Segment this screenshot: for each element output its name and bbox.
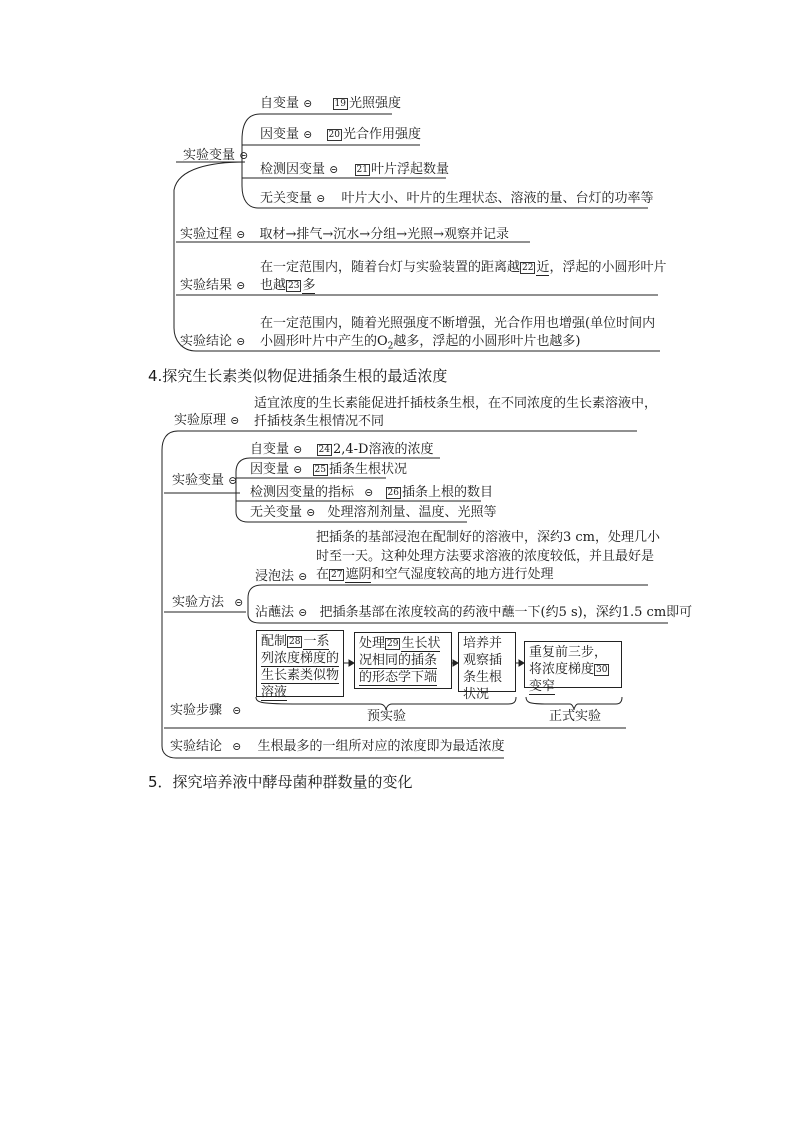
branch-marker-icon: ⊝ <box>236 279 246 292</box>
measured-variable-label: 检测因变量 <box>260 162 326 177</box>
branch-marker-icon: ⊝ <box>303 97 313 110</box>
result-text-part: 也越 <box>260 278 287 293</box>
answer-number-30: 30 <box>596 665 608 675</box>
experiment-variables-label: 实验变量 <box>183 148 236 163</box>
branch-marker-icon: ⊝ <box>306 506 316 519</box>
map3-result-line-2 <box>260 278 315 294</box>
experiment-conclusion-label: 实验结论 <box>170 739 223 754</box>
principle-label-row <box>174 413 239 429</box>
step-text-part: 配制 <box>261 634 288 649</box>
measured-index-label: 检测因变量的指标 <box>250 485 355 500</box>
irrelevant-variable-label: 无关变量 <box>250 505 303 520</box>
branch-marker-icon: ⊝ <box>228 474 238 487</box>
measured-index-value: 插条上根的数目 <box>401 485 493 500</box>
step-answer-text: 变窄 <box>529 679 556 694</box>
experiment-conclusion-label: 实验结论 <box>180 334 233 349</box>
answer-number-23: 23 <box>288 281 300 291</box>
branch-marker-icon: ⊝ <box>236 335 246 348</box>
result-text-part: ，浮起的小圆形叶片 <box>549 260 667 275</box>
experiment-steps-label: 实验步骤 <box>170 703 223 718</box>
map3-result-line-1 <box>260 260 667 276</box>
answer-number-28: 28 <box>289 637 301 647</box>
answer-number-20: 20 <box>328 130 340 140</box>
step-box-prepare <box>256 630 344 700</box>
answer-number-26: 26 <box>387 488 399 498</box>
soak-text-part: 在 <box>316 567 330 582</box>
soak-method-label: 浸泡法 <box>255 569 295 584</box>
step-text: 培养并观察插条生根状况 <box>463 636 503 702</box>
branch-marker-icon: ⊝ <box>298 606 308 619</box>
branch-marker-icon: ⊝ <box>329 163 339 176</box>
map3-variables-label-row <box>183 148 248 164</box>
soak-line-2: 时至一天。这种处理方法要求溶液的浓度较低，并且最好是 <box>316 549 655 564</box>
independent-variable-value: 2,4-D溶液的浓度 <box>332 442 434 457</box>
step-box-treat <box>354 632 452 689</box>
experiment-conclusion-value: 生根最多的一组所对应的浓度即为最适浓度 <box>257 739 505 754</box>
experiment-result-label: 实验结果 <box>180 278 233 293</box>
independent-variable-label: 自变量 <box>260 96 300 111</box>
principle-line-1: 适宜浓度的生长素能促进扦插枝条生根，在不同浓度的生长素溶液中， <box>254 396 658 411</box>
s4-independent-variable-row <box>250 442 433 458</box>
soak-line-3 <box>316 567 554 583</box>
independent-variable-label: 自变量 <box>250 442 290 457</box>
map3-result-label-row <box>180 278 245 294</box>
experiment-principle-label: 实验原理 <box>174 413 227 428</box>
map3-dependent-variable-row <box>260 127 421 143</box>
branch-marker-icon: ⊝ <box>316 192 326 205</box>
irrelevant-variable-value: 处理溶剂剂量、温度、光照等 <box>327 505 497 520</box>
s4-conclusion-row <box>170 739 505 755</box>
experiment-process-label: 实验过程 <box>180 227 233 242</box>
section-4-title: 4.探究生长素类似物促进插条生根的最适浓度 <box>148 367 448 385</box>
soak-line-1: 把插条的基部浸泡在配制好的溶液中，深约3 cm，处理几小 <box>316 530 661 545</box>
dip-method-label: 沾蘸法 <box>255 605 295 620</box>
map3-conclusion-line-1: 在一定范围内，随着光照强度不断增强，光合作用也增强(单位时间内 <box>260 316 656 331</box>
branch-marker-icon: ⊝ <box>293 443 303 456</box>
map3-conclusion-line-2 <box>260 334 580 355</box>
step-text-part: 处理 <box>359 636 386 651</box>
dependent-variable-value: 插条生根状况 <box>328 462 407 477</box>
answer-number-19: 19 <box>334 99 346 109</box>
section-5-title: 5．探究培养液中酵母菌种群数量的变化 <box>148 773 413 791</box>
answer-number-24: 24 <box>318 445 330 455</box>
dip-method-value: 把插条基部在浓度较高的药液中蘸一下(约5 s)，深约1.5 cm即可 <box>319 605 693 620</box>
dependent-variable-label: 因变量 <box>260 127 300 142</box>
answer-number-29: 29 <box>387 639 399 649</box>
dependent-variable-value: 光合作用强度 <box>342 127 421 142</box>
branch-marker-icon: ⊝ <box>230 414 240 427</box>
irrelevant-variable-label: 无关变量 <box>260 191 313 206</box>
map3-irrelevant-variable-row <box>260 191 654 207</box>
step-text-part: 重复前三步，将浓度梯度 <box>529 645 608 677</box>
experiment-method-label: 实验方法 <box>172 595 225 610</box>
independent-variable-value: 光照强度 <box>348 96 401 111</box>
step-answer-text: 一系列浓度梯度的生长素类似物溶液 <box>261 634 340 700</box>
soak-label-row <box>255 569 307 585</box>
branch-marker-icon: ⊝ <box>293 463 303 476</box>
answer-number-27: 27 <box>331 570 343 580</box>
step-box-culture <box>458 632 516 702</box>
dip-row <box>255 605 692 621</box>
map3-independent-variable-row <box>260 96 401 112</box>
s4-dependent-variable-row <box>250 462 407 478</box>
soak-answer-shade: 遮阴 <box>345 567 372 582</box>
pre-experiment-label: 预实验 <box>367 709 407 724</box>
dependent-variable-label: 因变量 <box>250 462 290 477</box>
experiment-variables-label: 实验变量 <box>172 473 225 488</box>
measured-variable-value: 叶片浮起数量 <box>370 162 449 177</box>
o2-subscript: 2 <box>387 341 394 352</box>
step-answer-text: 生长状况相同的插条的形态学下端 <box>359 636 441 685</box>
result-answer-more: 多 <box>302 278 316 293</box>
experiment-process-value: 取材→排气→沉水→分组→光照→观察并记录 <box>259 227 509 242</box>
branch-marker-icon: ⊝ <box>298 570 308 583</box>
map3-conclusion-label-row <box>180 334 245 350</box>
branch-marker-icon: ⊝ <box>232 740 242 753</box>
s4-variables-label-row <box>172 473 237 489</box>
result-text-part: 在一定范围内，随着台灯与实验装置的距离越 <box>260 260 521 275</box>
irrelevant-variable-value: 叶片大小、叶片的生理状态、溶液的量、台灯的功率等 <box>341 191 654 206</box>
answer-number-21: 21 <box>356 165 368 175</box>
answer-number-22: 22 <box>522 263 534 273</box>
branch-marker-icon: ⊝ <box>239 149 249 162</box>
step-box-repeat <box>524 641 622 694</box>
steps-label-row <box>170 703 241 719</box>
branch-marker-icon: ⊝ <box>234 596 244 609</box>
method-label-row <box>172 595 243 611</box>
map3-process-row <box>180 227 509 243</box>
answer-number-25: 25 <box>314 465 326 475</box>
map3-measured-variable-row <box>260 162 449 178</box>
branch-marker-icon: ⊝ <box>303 128 313 141</box>
conclusion-text-part: 小圆形叶片中产生的O <box>260 334 388 349</box>
branch-marker-icon: ⊝ <box>364 486 374 499</box>
branch-marker-icon: ⊝ <box>236 228 246 241</box>
soak-text-part: 和空气湿度较高的地方进行处理 <box>371 567 554 582</box>
s4-measured-index-row <box>250 485 493 501</box>
s4-irrelevant-variable-row <box>250 505 497 521</box>
result-answer-near: 近 <box>536 260 550 275</box>
conclusion-text-part: 越多，浮起的小圆形叶片也越多) <box>393 334 581 349</box>
formal-experiment-label: 正式实验 <box>549 709 602 724</box>
branch-marker-icon: ⊝ <box>232 704 242 717</box>
principle-line-2: 扦插枝条生根情况不同 <box>254 414 385 429</box>
